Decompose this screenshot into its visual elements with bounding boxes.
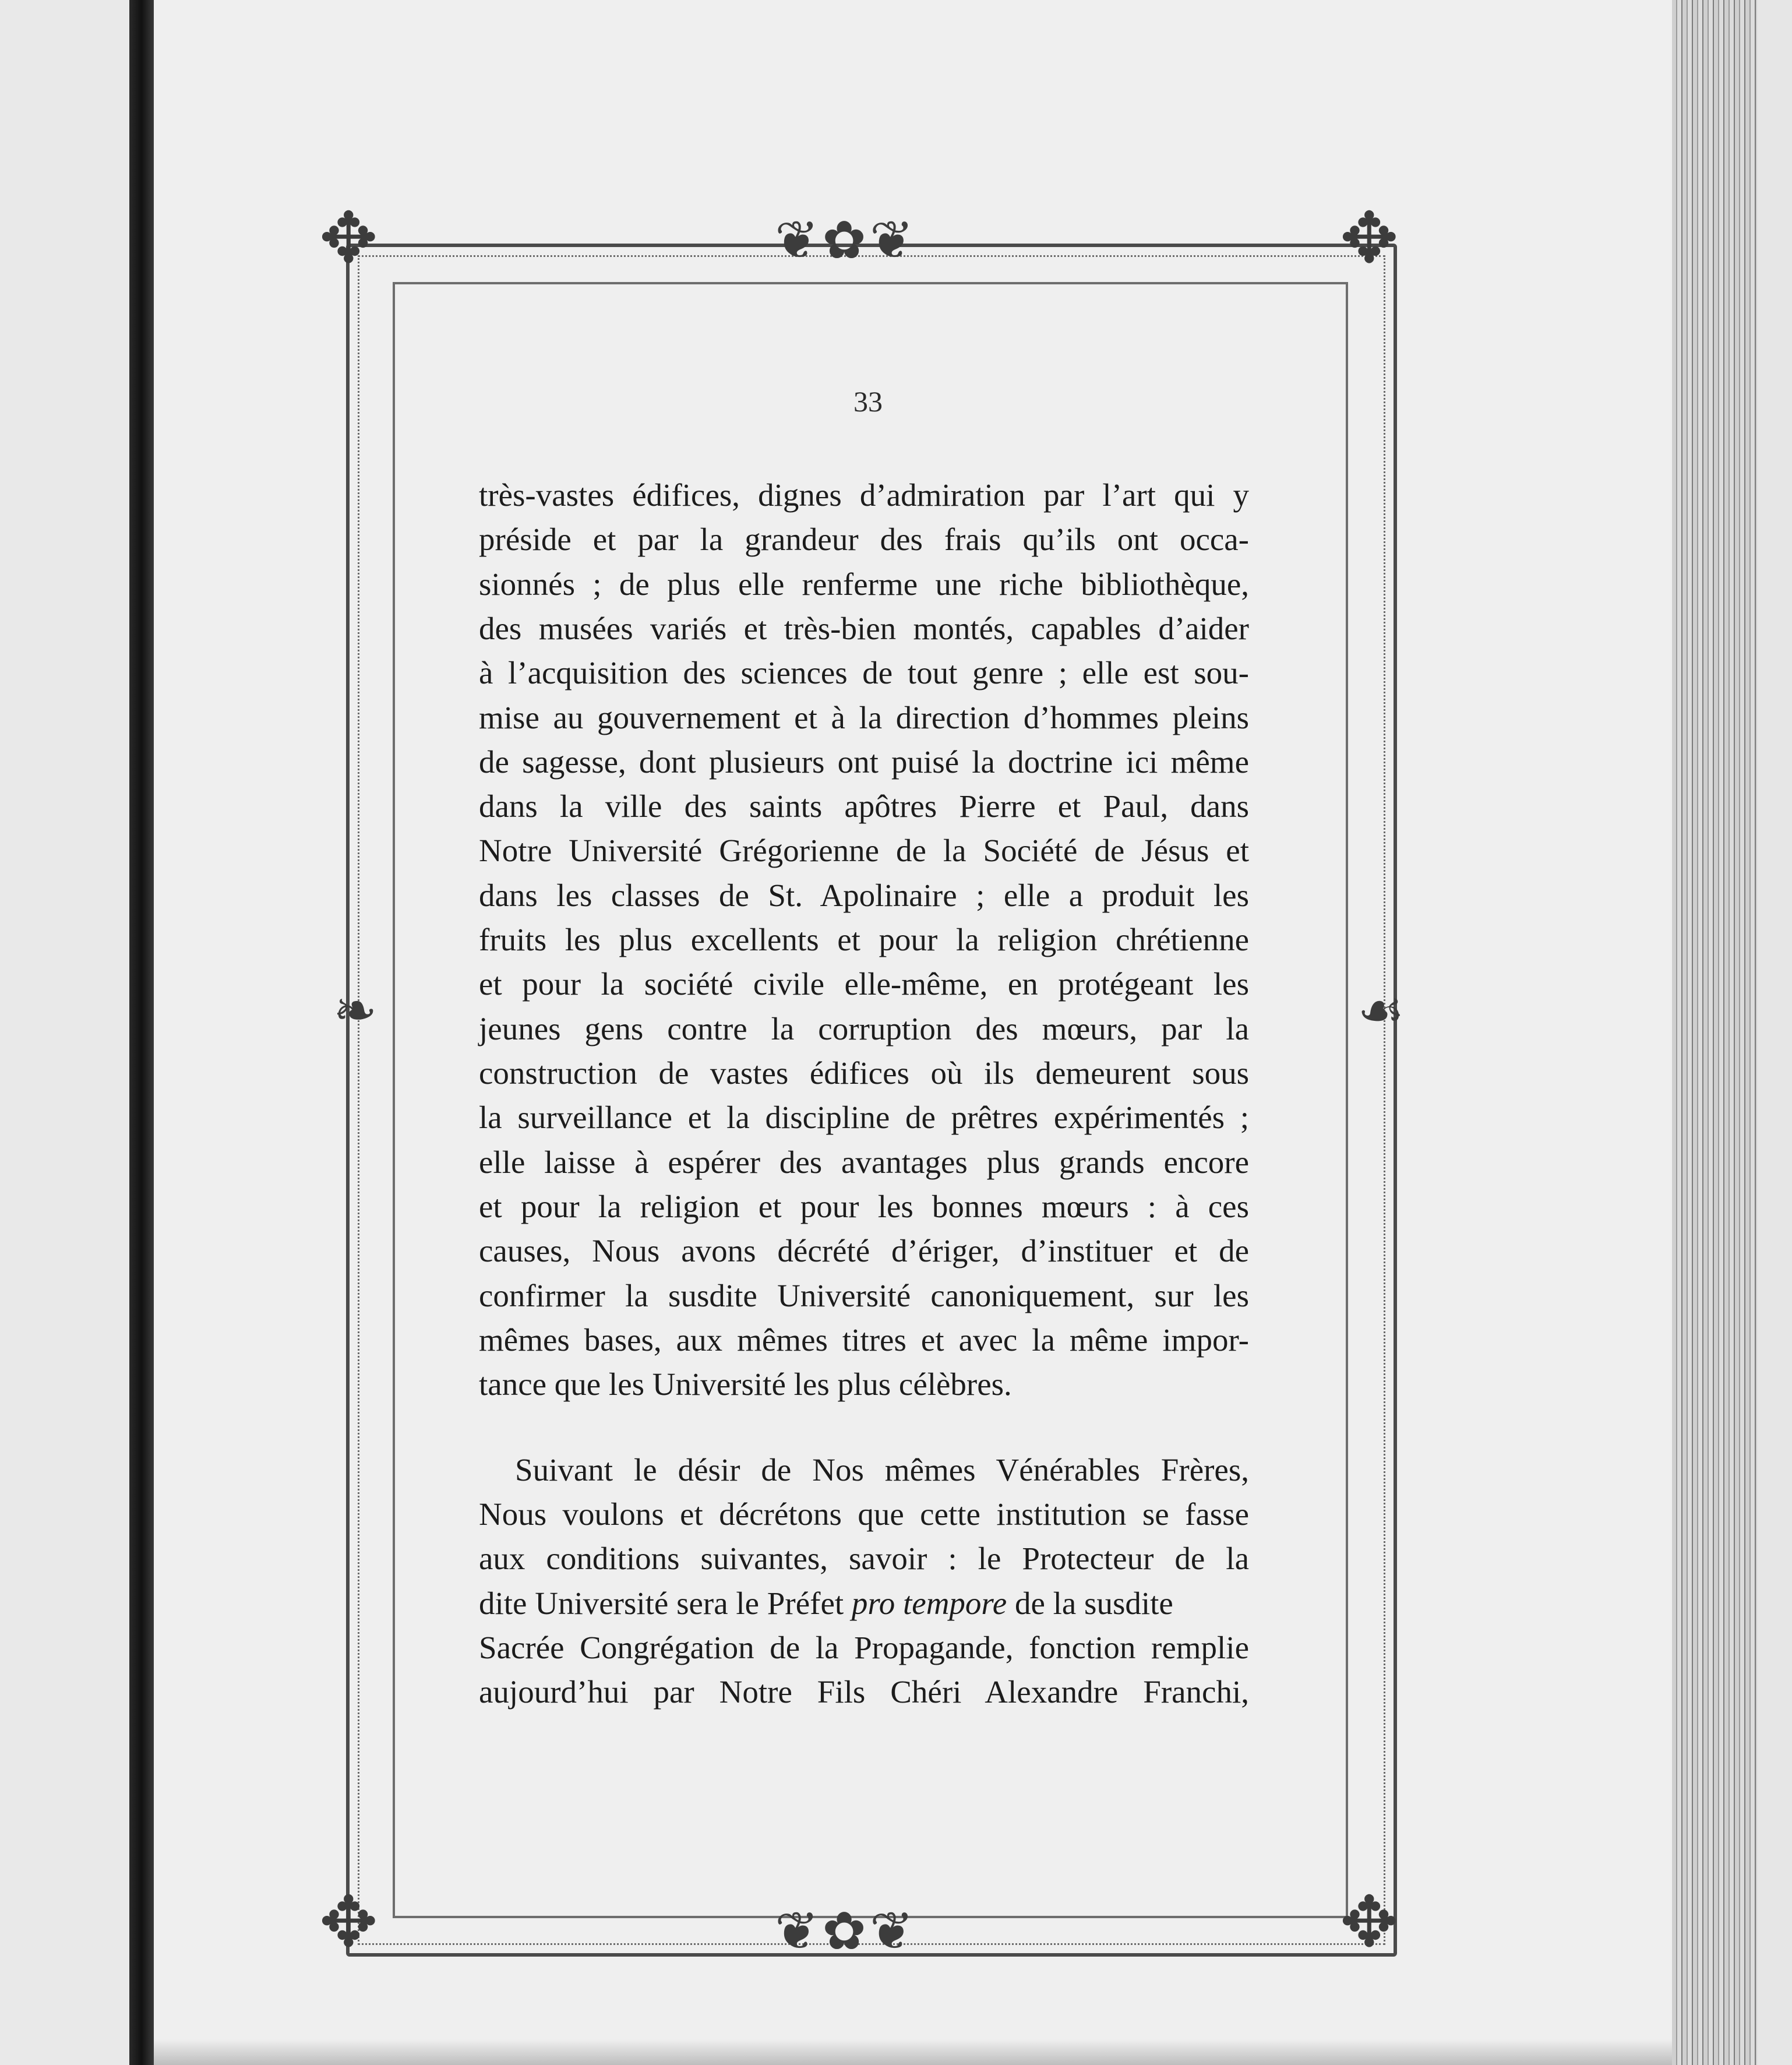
text-line-with-italic [479, 1584, 1249, 1623]
text-segment: de la susdite [1007, 1585, 1173, 1621]
text-segment: dite Université sera le Préfet [479, 1585, 852, 1621]
text-line: tance que les Université les plus célèbres. [479, 1366, 1012, 1402]
text-line: causes, Nous avons décrété d’ériger, d’instituer et de [479, 1233, 1249, 1268]
text-line: et pour la société civile elle-même, en protégeant les [479, 966, 1249, 1002]
left-page-edge [0, 0, 129, 2065]
page-number: 33 [853, 385, 883, 418]
page-stack-edges [1672, 0, 1792, 2065]
corner-ornament-bottom-right: ✥ [1340, 1882, 1399, 1963]
book-gutter [129, 0, 154, 2065]
right-center-ornament: ☙ [1357, 980, 1405, 1041]
text-line: Sacrée Congrégation de la Propagande, fonction remplie [479, 1630, 1249, 1665]
text-line: de sagesse, dont plusieurs ont puisé la doctrine ici même [479, 744, 1249, 780]
text-line: fruits les plus excellents et pour la religion chrétienne [479, 922, 1249, 957]
corner-ornament-top-right: ✥ [1340, 198, 1399, 279]
text-line: aujourd’hui par Notre Fils Chéri Alexandre Franchi, [479, 1674, 1249, 1710]
italic-phrase: pro tempore [851, 1585, 1007, 1621]
text-line: confirmer la susdite Université canoniquement, sur les [479, 1278, 1249, 1313]
text-line: des musées variés et très-bien montés, capables d’aider [479, 611, 1249, 646]
text-line: la surveillance et la discipline de prêtres expérimentés ; [479, 1100, 1249, 1135]
text-line: Nous voulons et décrétons que cette institution se fasse [479, 1496, 1249, 1532]
text-line: jeunes gens contre la corruption des mœurs, par la [479, 1011, 1249, 1046]
text-line: dans la ville des saints apôtres Pierre et Paul, dans [479, 788, 1249, 824]
corner-ornament-top-left: ✥ [319, 198, 378, 279]
text-line: très-vastes édifices, dignes d’admiration par l’art qui y [479, 477, 1249, 513]
text-line: Suivant le désir de Nos mêmes Vénérables Frères, [515, 1452, 1249, 1488]
text-line: sionnés ; de plus elle renferme une riche bibliothèque, [479, 566, 1249, 602]
text-line: dans les classes de St. Apolinaire ; elle a produit les [479, 878, 1249, 913]
text-line: préside et par la grandeur des frais qu’ils ont occa- [479, 521, 1249, 557]
text-line: aux conditions suivantes, savoir : le Protecteur de la [479, 1541, 1249, 1576]
page-bottom-shadow [154, 2039, 1672, 2065]
text-line: construction de vastes édifices où ils demeurent sous [479, 1055, 1249, 1091]
text-line: mise au gouvernement et à la direction d’hommes pleins [479, 700, 1249, 735]
left-center-ornament: ❧ [333, 980, 378, 1041]
corner-ornament-bottom-left: ✥ [319, 1882, 378, 1963]
text-line: et pour la religion et pour les bonnes mœurs : à ces [479, 1189, 1249, 1224]
text-line: mêmes bases, aux mêmes titres et avec la même impor- [479, 1322, 1249, 1358]
bottom-center-ornament: ❦✿❦ [775, 1901, 918, 1962]
text-line: Notre Université Grégorienne de la Société de Jésus et [479, 833, 1249, 868]
text-line: à l’acquisition des sciences de tout genre ; elle est sou- [479, 655, 1249, 690]
text-line: elle laisse à espérer des avantages plus grands encore [479, 1144, 1249, 1180]
top-center-ornament: ❦✿❦ [775, 210, 918, 271]
